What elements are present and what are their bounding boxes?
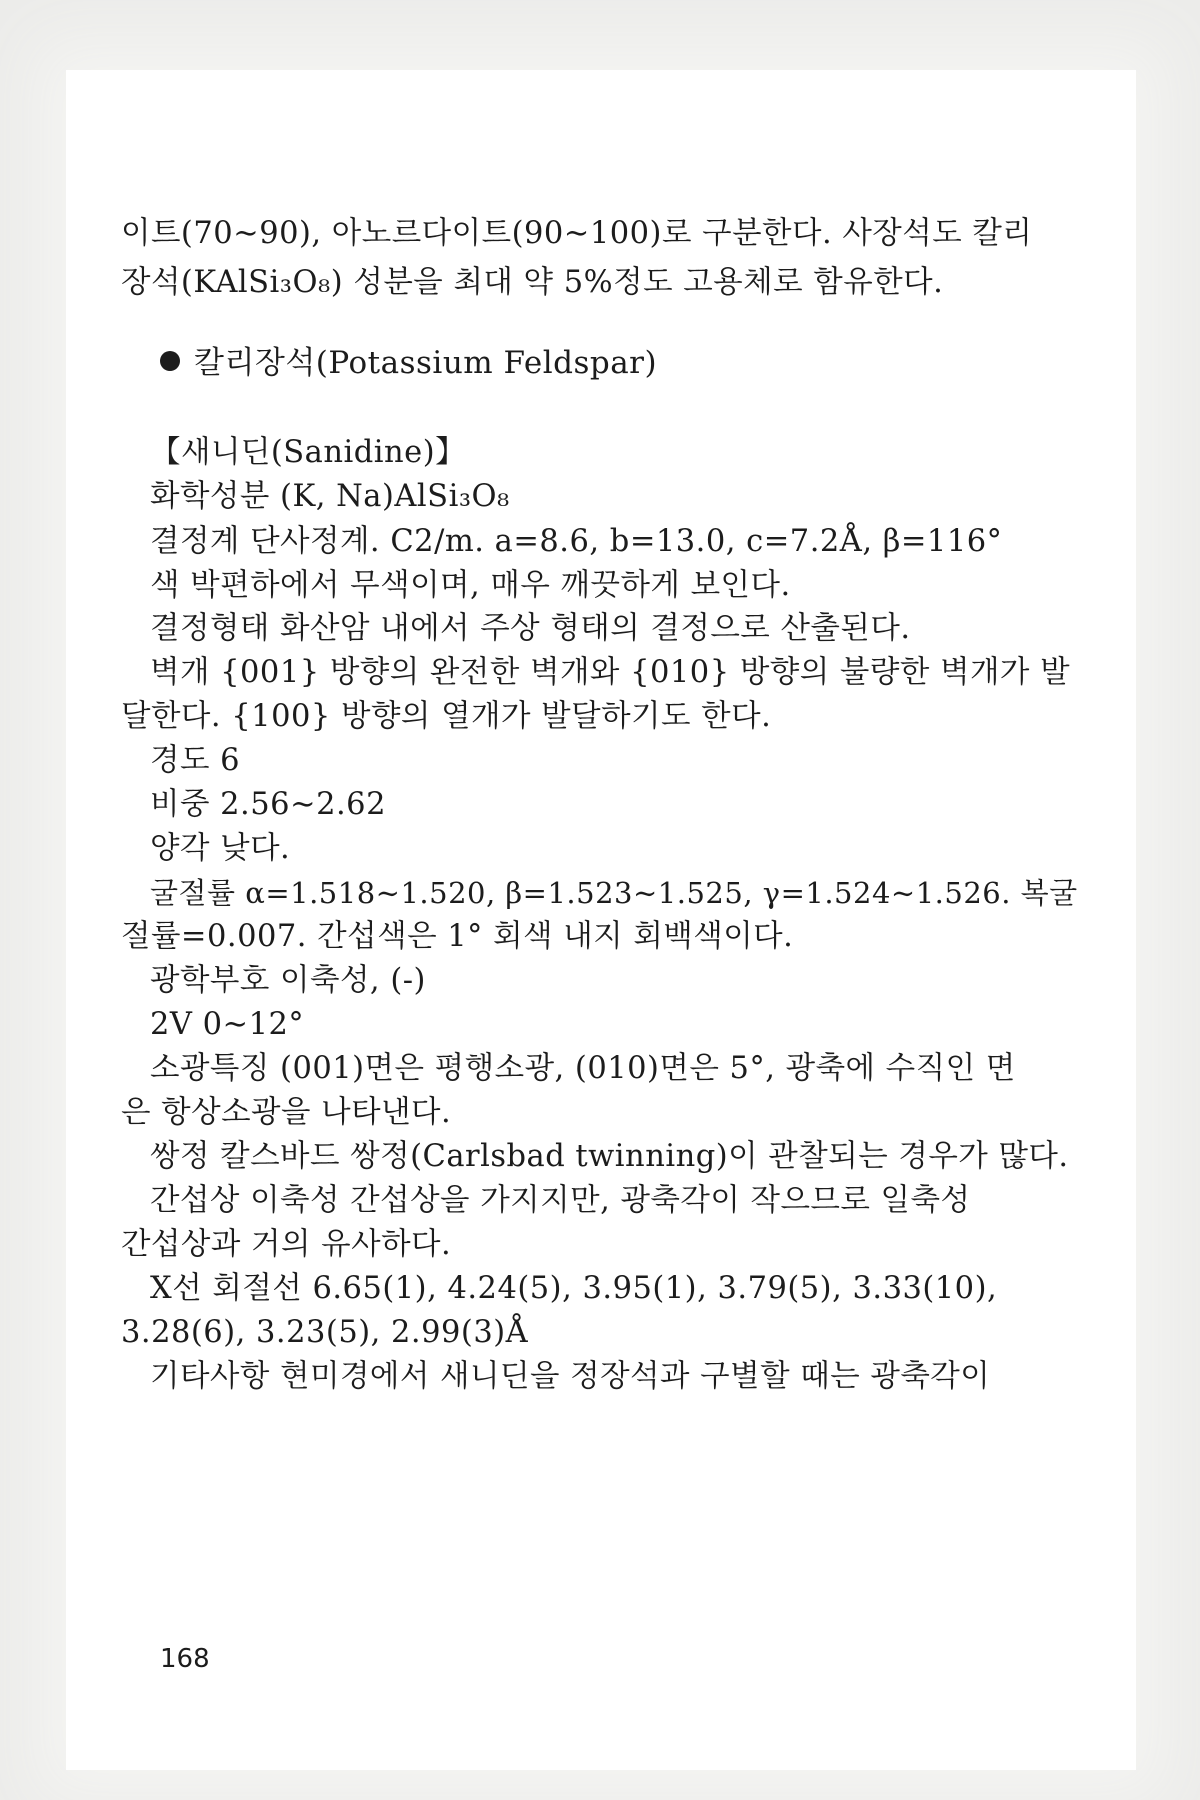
text-line-extinction-2: 은 항상소광을 나타낸다. <box>121 1095 452 1130</box>
text-line-interference-1: 간섭상 이축성 간섭상을 가지지만, 광축각이 작으므로 일축성 <box>150 1183 971 1218</box>
text-line-specific-gravity: 비중 2.56∼2.62 <box>150 787 386 822</box>
text-line-relief: 양각 낮다. <box>150 831 291 866</box>
text-line-hardness: 경도 6 <box>150 743 241 778</box>
text-line-refractive-2: 절률=0.007. 간섭색은 1° 회색 내지 회백색이다. <box>121 919 794 954</box>
text-line-refractive-1: 굴절률 α=1.518∼1.520, β=1.523∼1.525, γ=1.524∼1.526. 복굴 <box>150 876 1078 910</box>
text-line-2v: 2V 0∼12° <box>150 1007 305 1042</box>
text-line-interference-2: 간섭상과 거의 유사하다. <box>121 1227 452 1262</box>
text-line-habit: 결정형태 화산암 내에서 주상 형태의 결정으로 산출된다. <box>150 611 911 646</box>
text-line-color: 색 박편하에서 무색이며, 매우 깨끗하게 보인다. <box>150 568 791 603</box>
mineral-heading: 【새니딘(Sanidine)】 <box>150 435 467 470</box>
text-line-twinning: 쌍정 칼스바드 쌍정(Carlsbad twinning)이 관찰되는 경우가 많다. <box>150 1139 1069 1174</box>
text-line-remarks: 기타사항 현미경에서 새니딘을 정장석과 구별할 때는 광축각이 <box>150 1359 991 1394</box>
text-line-cleavage-1: 벽개 {001} 방향의 완전한 벽개와 {010} 방향의 불량한 벽개가 발 <box>150 655 1071 690</box>
text-line-2: 장석(KAlSi₃O₈) 성분을 최대 약 5%정도 고용체로 함유한다. <box>121 265 944 300</box>
text-line-xray-1: X선 회절선 6.65(1), 4.24(5), 3.95(1), 3.79(5), 3.33(10), <box>150 1271 998 1306</box>
section-heading <box>160 343 657 383</box>
text-line-crystal-system: 결정계 단사정계. C2/m. a=8.6, b=13.0, c=7.2Å, β=116° <box>150 524 1003 559</box>
text-line-optic-sign: 광학부호 이축성, (-) <box>150 963 426 998</box>
text-line-cleavage-2: 달한다. {100} 방향의 열개가 발달하기도 한다. <box>121 699 772 734</box>
text-line-xray-2: 3.28(6), 3.23(5), 2.99(3)Å <box>121 1315 529 1350</box>
text-line-chemistry: 화학성분 (K, Na)AlSi₃O₈ <box>150 479 510 514</box>
section-title: 칼리장석(Potassium Feldspar) <box>194 345 658 381</box>
text-line-1: 이트(70∼90), 아노르다이트(90∼100)로 구분한다. 사장석도 칼리 <box>121 216 1033 251</box>
text-line-extinction-1: 소광특징 (001)면은 평행소광, (010)면은 5°, 광축에 수직인 면 <box>150 1051 1016 1086</box>
page-number: 168 <box>160 1644 210 1674</box>
bullet-icon <box>160 351 180 371</box>
